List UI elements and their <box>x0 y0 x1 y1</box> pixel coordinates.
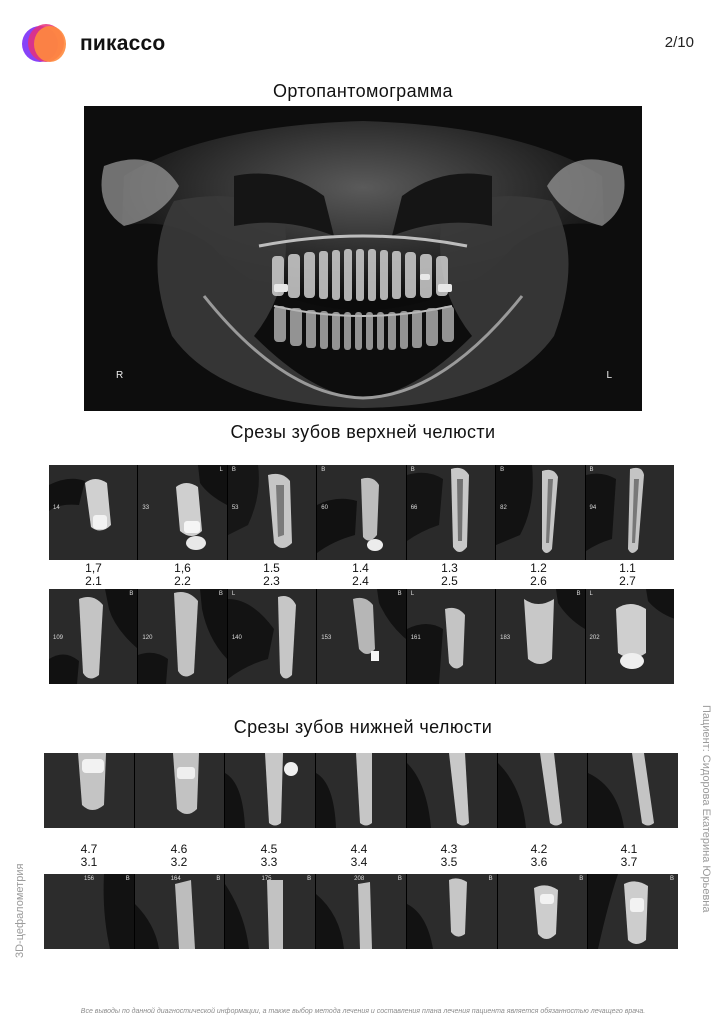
lower-labels-row2 <box>44 856 678 868</box>
slice-tag: B <box>410 467 415 473</box>
slice-number: 156 <box>84 876 95 882</box>
slice-tile <box>586 589 674 684</box>
slice-tile <box>44 874 135 949</box>
tooth-label: 3.4 <box>350 855 368 869</box>
panoramic-xray-image <box>84 106 642 411</box>
slice-number: 53 <box>231 505 239 511</box>
slice-tile <box>586 465 674 560</box>
slice-tile <box>49 465 138 560</box>
slice-tag: B <box>231 467 236 473</box>
slice-number: 33 <box>142 505 150 511</box>
slice-number: 66 <box>410 505 418 511</box>
slice-tag: B <box>576 591 581 597</box>
page-number: 2/10 <box>664 34 694 51</box>
opg-right-marker: R <box>116 370 124 381</box>
slice-number: 14 <box>53 505 60 511</box>
tooth-label: 4.7 <box>80 842 98 856</box>
slice-tile <box>135 874 226 949</box>
lower-slices-bottom <box>44 874 678 949</box>
slice-tile <box>498 874 589 949</box>
logo-icon <box>22 22 66 66</box>
upper-labels-row2 <box>49 575 674 587</box>
lower-slices-top <box>44 753 678 828</box>
slice-tag: B <box>670 876 675 882</box>
tooth-label: 3.3 <box>260 855 278 869</box>
slice-tag: B <box>397 876 402 882</box>
tooth-label: 3.5 <box>440 855 458 869</box>
tooth-label: 3.6 <box>530 855 548 869</box>
slice-tile <box>316 874 407 949</box>
tooth-label: 2.3 <box>263 574 280 588</box>
tooth-label: 1.5 <box>263 561 280 575</box>
slice-number: 153 <box>321 635 332 641</box>
slice-number: 94 <box>589 505 597 511</box>
tooth-label: 2.1 <box>85 574 102 588</box>
slice-tile <box>135 753 226 828</box>
tooth-label: 3.1 <box>80 855 98 869</box>
slice-number: 82 <box>500 505 507 511</box>
tooth-label: 1.1 <box>619 561 636 575</box>
slice-tile <box>225 753 316 828</box>
slice-tile <box>228 589 317 684</box>
tooth-label: 4.5 <box>260 842 278 856</box>
tooth-label: 2.7 <box>619 574 636 588</box>
lower-labels-row1 <box>44 843 678 855</box>
tooth-label: 2.2 <box>174 574 191 588</box>
slice-number: 60 <box>321 505 328 511</box>
slice-number: 140 <box>231 635 242 641</box>
slice-tag: B <box>218 591 223 597</box>
slice-tile <box>138 589 227 684</box>
disclaimer: Все выводы по данной диагностической информации, а также выбор метода лечения и составления плана лечения пациента является обязанностью лечащего врача. <box>80 1008 646 1015</box>
slice-number: 164 <box>170 876 181 882</box>
side-label-cephalometry: 3D-цефалометрия <box>14 863 26 958</box>
slice-tile <box>498 753 589 828</box>
panoramic-xray <box>84 106 642 411</box>
slice-tile <box>138 465 227 560</box>
tooth-label: 1.2 <box>530 561 547 575</box>
slice-tile <box>407 589 496 684</box>
slice-tile <box>496 465 585 560</box>
slice-number: 120 <box>142 635 153 641</box>
tooth-label: 4.6 <box>170 842 188 856</box>
slice-tag: B <box>125 876 130 882</box>
slice-tag: B <box>579 876 584 882</box>
opg-left-marker: L <box>606 370 612 381</box>
slice-tag: B <box>589 467 594 473</box>
tooth-label: 4.2 <box>530 842 548 856</box>
slice-tile <box>44 753 135 828</box>
tooth-label: 3.2 <box>170 855 188 869</box>
lower-jaw-title: Срезы зубов нижней челюсти <box>233 717 493 737</box>
tooth-label: 4.4 <box>350 842 368 856</box>
tooth-label: 2.4 <box>352 574 369 588</box>
slice-number: 175 <box>261 876 272 882</box>
slice-tile <box>49 589 138 684</box>
slice-tag: B <box>307 876 312 882</box>
slice-number: 208 <box>354 876 365 882</box>
tooth-label: 1.4 <box>352 561 369 575</box>
patient-name: Пациент: Сидорова Екатерина Юрьевна <box>700 705 712 913</box>
slice-tile <box>317 589 406 684</box>
slice-tile <box>317 465 406 560</box>
tooth-label: 1,7 <box>85 561 102 575</box>
slice-tag: B <box>500 467 505 473</box>
upper-slices-top <box>49 465 674 560</box>
tooth-label: 1,6 <box>174 561 191 575</box>
slice-tile <box>225 874 316 949</box>
tooth-label: 3.7 <box>620 855 638 869</box>
slice-tag: B <box>129 591 134 597</box>
slice-tag: B <box>321 467 326 473</box>
slice-tag: L <box>231 591 236 597</box>
slice-tag: B <box>488 876 493 882</box>
slice-tag: B <box>397 591 402 597</box>
slice-tile <box>316 753 407 828</box>
brand-name: пикассо <box>80 32 166 55</box>
slice-number: 202 <box>589 635 600 641</box>
slice-tile <box>228 465 317 560</box>
slice-tile <box>588 874 678 949</box>
upper-labels-row1 <box>49 562 674 574</box>
tooth-label: 2.5 <box>441 574 458 588</box>
tooth-label: 1.3 <box>441 561 458 575</box>
slice-tag: B <box>216 876 221 882</box>
upper-slices-bottom <box>49 589 674 684</box>
slice-tile <box>407 874 498 949</box>
slice-number: 183 <box>500 635 511 641</box>
slice-number: 161 <box>410 635 421 641</box>
slice-tile <box>407 753 498 828</box>
brand-logo <box>22 22 165 66</box>
slice-number: 109 <box>53 635 64 641</box>
slice-tile <box>496 589 585 684</box>
slice-tile <box>407 465 496 560</box>
slice-tag: L <box>410 591 415 597</box>
tooth-label: 4.3 <box>440 842 458 856</box>
tooth-label: 2.6 <box>530 574 547 588</box>
slice-tag: L <box>589 591 593 597</box>
slice-tag: L <box>219 467 223 473</box>
opg-title: Ортопантомограмма <box>273 81 453 101</box>
upper-jaw-title: Срезы зубов верхней челюсти <box>230 422 496 442</box>
tooth-label: 4.1 <box>620 842 638 856</box>
slice-tile <box>588 753 678 828</box>
